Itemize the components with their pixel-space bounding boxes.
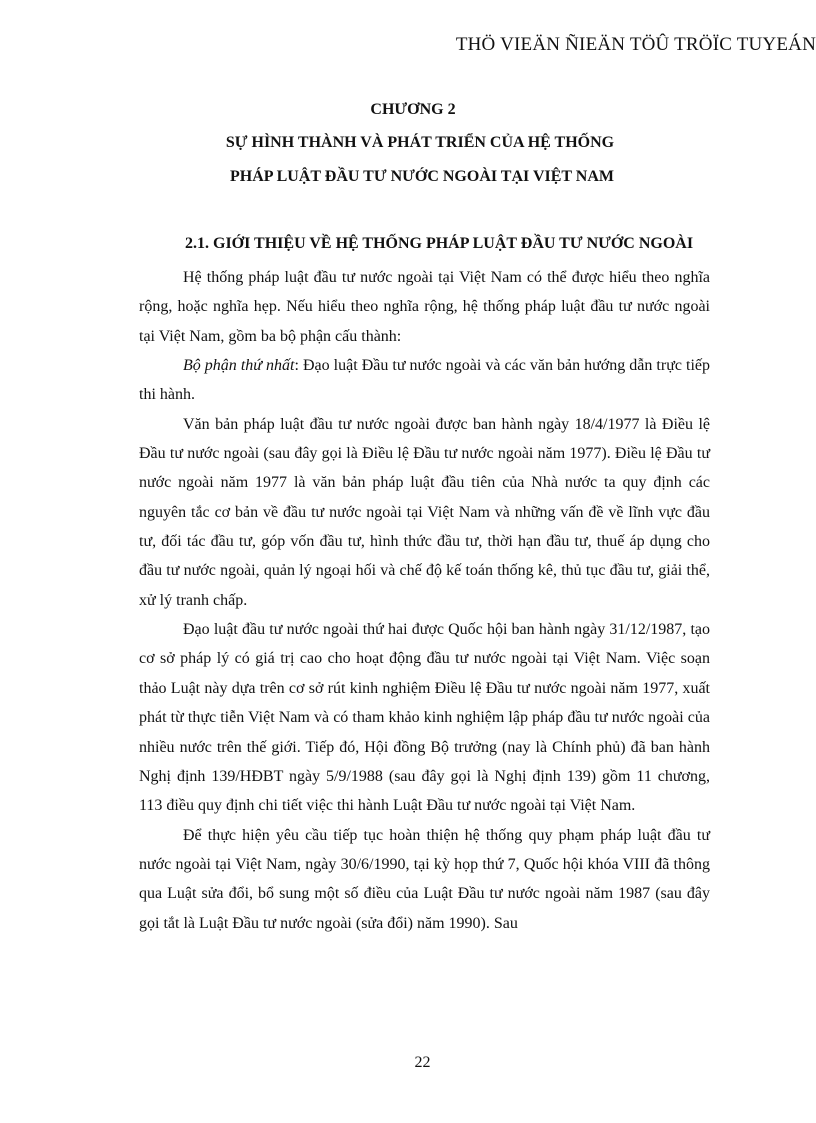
chapter-label: CHƯƠNG 2 xyxy=(370,101,456,118)
body-text xyxy=(139,263,710,938)
library-header: THÖ VIEÄN ÑIEÄN TÖÛ TRÖÏC TUYEÁN xyxy=(455,34,816,55)
paragraph-3: Văn bản pháp luật đầu tư nước ngoài được ban hành ngày 18/4/1977 là Điều lệ Đầu tư nước ngoài (sau đây gọi là Điều lệ Đầu tư nước ngoài năm 1977). Điều lệ Đầu tư nước ngoài năm 1977 là văn bản pháp luật đầu tiên của Nhà nước ta quy định các nguyên tắc cơ bản về đầu tư nước ngoài tại Việt Nam và những vấn đề về lĩnh vực đầu tư, đối tác đầu tư, góp vốn đầu tư, hình thức đầu tư, thời hạn đầu tư, thuế áp dụng cho đầu tư nước ngoài, quản lý ngoại hối và chế độ kế toán thống kê, thủ tục đầu tư, giải thể, xử lý tranh chấp. xyxy=(139,415,710,609)
page-number: 22 xyxy=(414,1054,431,1071)
paragraph-2 xyxy=(139,351,710,410)
paragraph-5: Để thực hiện yêu cầu tiếp tục hoàn thiện hệ thống quy phạm pháp luật đầu tư nước ngoài tại Việt Nam, ngày 30/6/1990, tại kỳ họp thứ 7, Quốc hội khóa VIII đã thông qua Luật sửa đổi, bổ sung một số điều của Luật Đầu tư nước ngoài năm 1987 (sau đây gọi tắt là Luật Đầu tư nước ngoài (sửa đổi) năm 1990). Sau xyxy=(139,826,710,932)
paragraph-4: Đạo luật đầu tư nước ngoài thứ hai được Quốc hội ban hành ngày 31/12/1987, tạo cơ sở pháp lý có giá trị cao cho hoạt động đầu tư nước ngoài tại Việt Nam. Việc soạn thảo Luật này dựa trên cơ sở rút kinh nghiệm Điều lệ Đầu tư nước ngoài năm 1977, xuất phát từ thực tiễn Việt Nam và có tham khảo kinh nghiệm lập pháp đầu tư nước ngoài của nhiều nước trên thế giới. Tiếp đó, Hội đồng Bộ trưởng (nay là Chính phủ) đã ban hành Nghị định 139/HĐBT ngày 5/9/1988 (sau đây gọi là Nghị định 139) gồm 11 chương, 113 điều quy định chi tiết việc thi hành Luật Đầu tư nước ngoài tại Việt Nam. xyxy=(139,621,710,815)
chapter-title-line-1: SỰ HÌNH THÀNH VÀ PHÁT TRIỂN CỦA HỆ THỐNG xyxy=(225,134,615,151)
chapter-title-line-2: PHÁP LUẬT ĐẦU TƯ NƯỚC NGOÀI TẠI VIỆT NAM xyxy=(229,168,615,185)
paragraph-2-text: : Đạo luật Đầu tư nước ngoài và các văn bản hướng dẫn trực tiếp thi hành. xyxy=(139,357,711,404)
paragraph-1: Hệ thống pháp luật đầu tư nước ngoài tại Việt Nam có thể được hiểu theo nghĩa rộng, hoặc nghĩa hẹp. Nếu hiểu theo nghĩa rộng, hệ thống pháp luật đầu tư nước ngoài tại Việt Nam, gồm ba bộ phận cấu thành: xyxy=(139,269,710,345)
section-heading: 2.1. GIỚI THIỆU VỀ HỆ THỐNG PHÁP LUẬT ĐẦU TƯ NƯỚC NGOÀI xyxy=(185,235,694,252)
paragraph-2-italic-lead: Bộ phận thứ nhất xyxy=(183,357,295,375)
